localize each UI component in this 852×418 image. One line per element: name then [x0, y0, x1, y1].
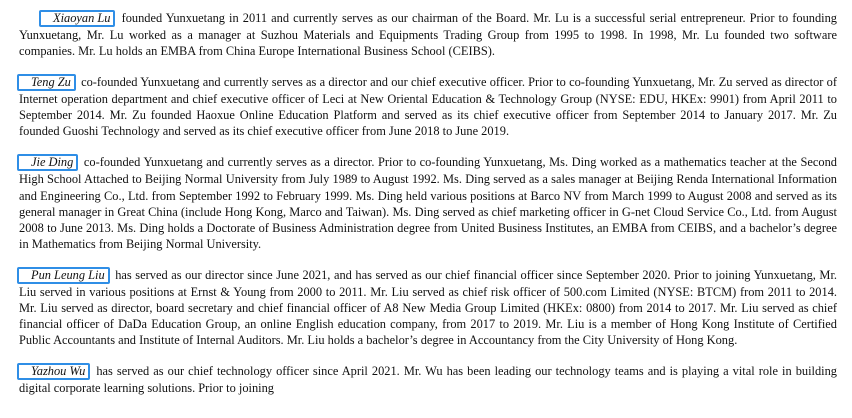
highlighted-name: Teng Zu — [17, 74, 76, 91]
highlighted-name: Pun Leung Liu — [17, 267, 110, 284]
bio-text: has served as our chief technology officer since April 2021. Mr. Wu has been leading our technology teams and is playing a vital role in building digital corporate learning solutions. Prior to joining — [19, 364, 837, 396]
document-page — [19, 10, 837, 411]
bio-paragraph-xiaoyan-lu — [19, 10, 837, 59]
bio-text: founded Yunxuetang in 2011 and currently serves as our chairman of the Board. Mr. Lu is a successful serial entrepreneur. Prior to founding Yunxuetang, Mr. Lu worked as a manager at Suzhou Materials and Equipments Trading Group from 1995 to 1998. In 1998, Mr. Lu founded two software companies. Mr. Lu holds an EMBA from China Europe International Business School (CEIBS). — [19, 11, 837, 59]
highlighted-name: Yazhou Wu — [17, 363, 90, 380]
bio-paragraph-jie-ding — [19, 154, 837, 251]
highlighted-name: Xiaoyan Lu — [39, 10, 115, 27]
bio-text: has served as our director since June 2021, and has served as our chief financial officer since September 2020. Prior to joining Yunxuetang, Mr. Liu served in various positions at Ernst & Young from 2000 to 2011. Mr. Liu served as chief risk officer of 500.com Limited (NYSE: BTCM) from 2011 to 2014. Mr. Liu served as director, board secretary and chief financial officer of A8 New Media Group Limited (HKEx: 0800) from 2014 to 2017. Mr. Liu served as chief financial officer of DaDa Education Group, an online English education company, from 2017 to 2019. Mr. Liu is a member of Hong Kong Institute of Certified Public Accountants and Institute of Internal Auditors. Mr. Liu holds a bachelor’s degree in Accountancy from the City University of Hong Kong. — [19, 267, 837, 348]
bio-paragraph-teng-zu — [19, 74, 837, 139]
highlighted-name: Jie Ding — [17, 154, 78, 171]
bio-paragraph-pun-leung-liu — [19, 267, 837, 348]
bio-text: co-founded Yunxuetang and currently serves as a director. Prior to co-founding Yunxuetang, Ms. Ding worked as a mathematics teacher at the Second High School Attached to Beijing Normal University from July 1989 to August 1992. Ms. Ding served as a sales manager at Beijing Renda International Information and Engineering Co., Ltd. from September 1992 to February 1999. Ms. Ding held various positions at Barco NV from March 1999 to August 2008 and served as its general manager in Great China (include Hong Kong, Marco and Taiwan). Ms. Ding served as chief marketing officer in G-net Cloud Service Co., Ltd. from August 2008 to June 2013. Ms. Ding holds a Doctorate of Business Administration degree from United Business Institutes, an EMBA from CEIBS, and a bachelor’s degree in Mathematics from Beijing Normal University. — [19, 155, 837, 251]
bio-text: co-founded Yunxuetang and currently serves as a director and our chief executive officer. Prior to co-founding Yunxuetang, Mr. Zu served as director of Internet operation department and chief executive officer of Leci at New Oriental Education & Technology Group (NYSE: EDU, HKEx: 9901) from April 2011 to September 2014. Mr. Zu founded Haoxue Online Education Platform and served as its chief executive officer from September 2014 to January 2017. Mr. Zu founded Guoshi Technology and served as its chief executive officer from June 2018 to June 2019. — [19, 75, 837, 139]
bio-paragraph-yazhou-wu — [19, 363, 837, 396]
